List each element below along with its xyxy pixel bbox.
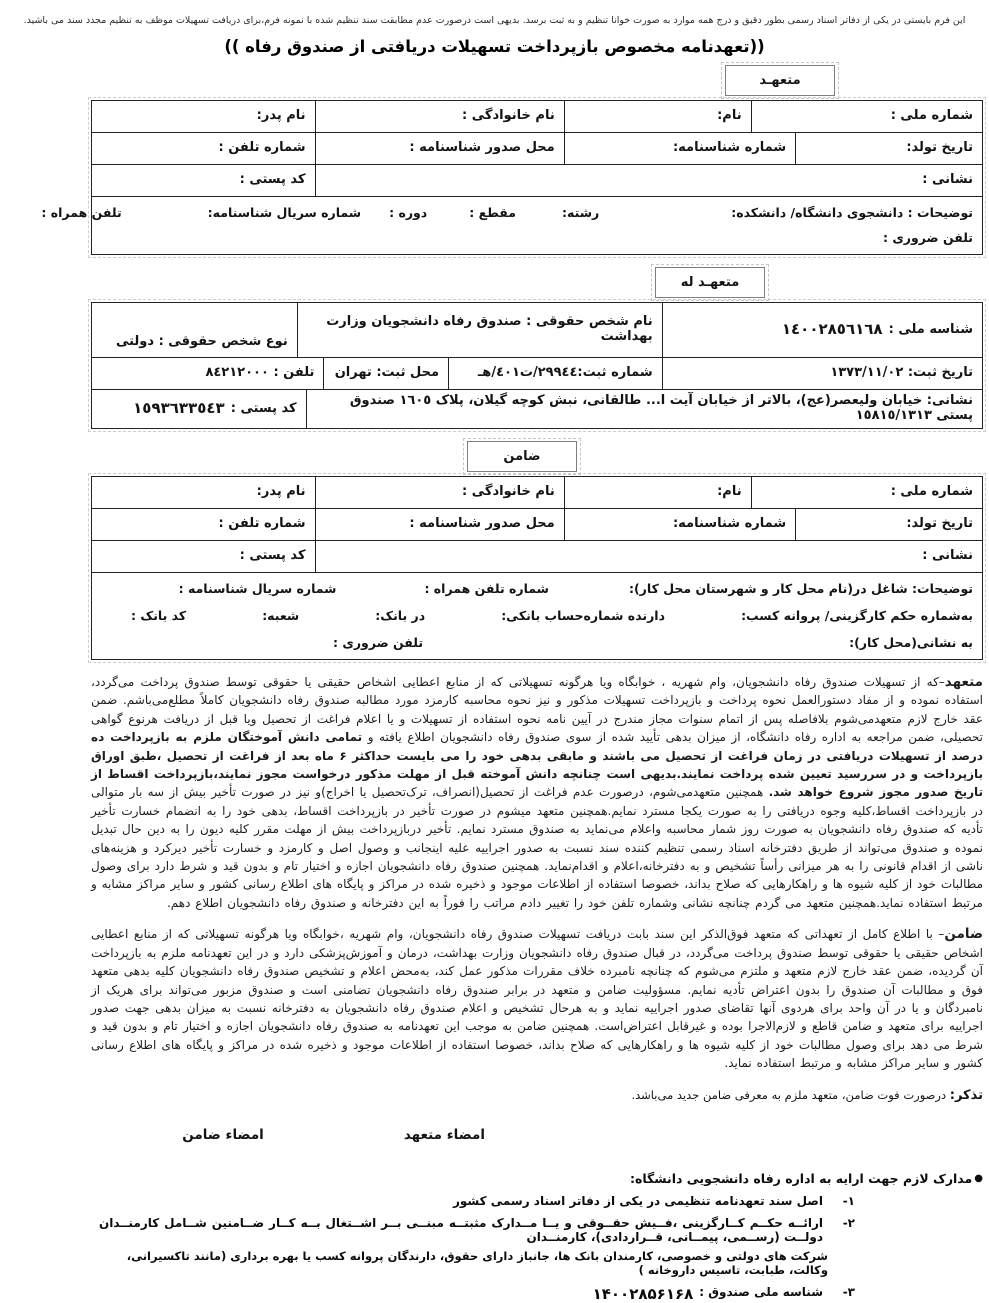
obligor-emergency-phone-field: تلفن ضروری : <box>882 230 973 245</box>
guarantor-branch-field: شعبه: <box>262 608 300 623</box>
section-label-obligor <box>725 65 835 96</box>
obligee-postal-label: کد پستی : <box>230 400 297 416</box>
obligor-first-name-field: نام: <box>564 101 751 132</box>
notice-line <box>91 1088 983 1103</box>
obligor-notes-block <box>41 196 982 254</box>
guarantor-id-number-field: شماره شناسنامه: <box>564 509 795 540</box>
guarantor-clause-label: ضامن <box>944 926 983 943</box>
required-document-item-2 <box>99 1216 855 1244</box>
obligee-row-address <box>92 389 982 428</box>
obligor-table <box>41 100 983 255</box>
guarantor-id-serial-field: شماره سریال شناسنامه : <box>178 581 337 596</box>
obligee-phone-field: تلفن : ٨٤٢١٢٠٠٠ <box>205 365 315 380</box>
obligor-row-identity <box>92 101 982 132</box>
obligor-major-field: رشته: <box>562 205 600 220</box>
section-label-guarantor <box>467 441 577 472</box>
guarantor-id-issue-place-field: محل صدور شناسنامه : <box>315 509 564 540</box>
obligor-clause-label: متعهد <box>944 674 983 690</box>
guarantor-work-address-field: به نشانی(محل کار): <box>849 635 973 650</box>
fund-national-id-value: ۱۴۰۰۲۸۵۶۱۶۸ <box>592 1284 694 1303</box>
guarantor-table <box>91 476 983 660</box>
guarantor-signature-label: امضاء ضامن <box>182 1126 264 1143</box>
guarantor-bank-account-field: دارنده شماره‌حساب بانکی: <box>501 608 665 623</box>
guarantor-birth-date-field: تاریخ تولد: <box>795 509 982 540</box>
obligor-degree-field: مقطع : <box>469 205 517 220</box>
obligor-id-number-field: شماره شناسنامه: <box>564 133 795 164</box>
guarantor-mobile-field: شماره تلفن همراه : <box>424 581 549 596</box>
guarantor-notes-label: توضیحات: شاغل در(نام محل کار و شهرستان محل کار): <box>628 581 973 596</box>
item-1-text: اصل سند تعهدنامه تنظیمی در یکی از دفاتر اسناد رسمی کشور <box>452 1193 823 1208</box>
guarantor-row-birth <box>92 508 982 540</box>
guarantor-postal-code-field: کد پستی : <box>239 548 306 563</box>
section-label-obligee-text: متعهـد له <box>680 275 740 290</box>
obligee-national-id-field <box>662 303 982 357</box>
obligor-row-birth <box>92 132 982 164</box>
required-documents-heading-text: مدارک لازم جهت ارایه به اداره رفاه دانشجویی دانشگاه: <box>629 1170 973 1186</box>
item-2-text: ارائــه حکــم کــارگزینی ،فــیش حقــوقی و یــا مــدارک مثبتــه مبنــی بــر اشــتغال بــه کــار ضــامنین شــامل کارمنــدان دولــت (رســمی، پیمــانی، قــراردادی)، کارمنــدان <box>99 1215 823 1244</box>
item-2-continuation: شرکت های دولتی و خصوصی، کارمندان بانک ها، جانباز دارای حقوق، دارندگان پروانه کسب یا بهره برداری (مانند تاکسیرانی، وکالت، طبابت، تاسیس داروخانه ) <box>126 1248 828 1277</box>
obligor-id-issue-place-field: محل صدور شناسنامه : <box>315 133 564 164</box>
notice-text: درصورت فوت ضامن، متعهد ملزم به معرفی ضامن جدید می‌باشد. <box>631 1087 950 1102</box>
obligee-postal-code-field <box>92 390 306 428</box>
obligor-clause-paragraph <box>91 673 983 912</box>
guarantor-decree-field: به‌شماره حکم کارگزینی/ پروانه کسب: <box>741 608 973 623</box>
item-2-number: ۲- <box>842 1215 855 1230</box>
obligee-table <box>91 302 983 429</box>
guarantor-clause-text: – با اطلاع کامل از تعهداتی که متعهد فوق‌الذکر این سند بابت دریافت تسهیلات صندوق رفاه دانشجویان، وام شهریه ،خوابگاه ویا هرگونه تسهیلاتی که از منابع اعطایی اشخاص حقیقی یا حقوقی توسط صندوق پرداخت می‌گردد، در قبال صندوق رفاه دانشجویان وزارت بهداشت، درمان و آموزش‌پزشکی دارد و در این تعهدنامه ملزم به بازپرداخت آن گردیده، ضمن عقد خارج لازم متعهد و ملتزم می‌شوم که چنانچه نامبرده خلاف مقررات مذکور عمل کند، به‌محض اعلام و تشخیص صندوق رفاه دانشجویان کلیه بدهی متعهد فوق و مطالبات آن صندوق را بدون اعتراض تأدیه نمایم. مسؤولیت ضامن و متعهد در برابر صندوق رفاه دانشجویان تضامنی است و صندوق مزبور می‌تواند برای هریک از نامبردگان و یا در آن واحد برای هردوی آنها تقاضای صدور اجراییه نماید و به هرحال تشخیص و اعلام صندوق رفاه دانشجویان به دفترخانه نسبت به میزان بدهی جهت صدور اجراییه برای متعهد و ضامن قاطع و لازم‌الاجرا بوده و غیرقابل اعتراض‌است. همچنین ضامن به موجب این تعهدنامه به صندوق رفاه دانشجویان اجازه و اختیار تام و بدون قید و شرط می دهد برای وصول مطالبات خود از کلیه شیوه ها و راهکارهایی که صلاح بداند، خصوصا استفاده از اطلاعات موجود و ذخیره شده در مراکز و پایگاه های اطلاع رسانی کشور و سایر مراکز مشابه و مرتبط استفاده نماید. <box>91 927 983 1071</box>
obligee-national-id-label: شناسه ملی : <box>888 321 973 337</box>
item-3-label: شناسه ملی صندوق : <box>699 1284 823 1299</box>
document-title: ((تعهدنامه مخصوص بازپرداخت تسهیلات دریافتی از صندوق رفاه )) <box>224 37 765 56</box>
guarantor-notes-block <box>92 572 982 659</box>
obligor-last-name-field: نام خانوادگی : <box>315 101 564 132</box>
obligee-legal-name-field: نام شخص حقوقی : صندوق رفاه دانشجویان وزارت بهداشت <box>297 303 662 357</box>
guarantor-work-address-line <box>101 635 973 650</box>
obligor-notes-label: توضیحات : دانشجوی دانشگاه/ دانشکده: <box>731 205 973 220</box>
instruction-note: این فرم بایستی در یکی از دفاتر اسناد رسمی بطور دقیق و درج همه موارد به صورت خوانا تنظیم و به ثبت برسد. بدیهی است درصورت عدم مطابقت سند تنظیم شده با نمونه فرم،برای دریافت تسهیلات موظف به تنظیم مجدد سند می باشید. <box>23 15 966 26</box>
obligor-national-id-field: شماره ملی : <box>751 101 982 132</box>
obligee-national-id-value: ١٤٠٠٢٨٥٦١٦٨ <box>781 320 883 338</box>
guarantor-last-name-field: نام خانوادگی : <box>315 477 564 508</box>
obligor-clause-bold-part: تمامی دانش آموختگان ملزم به بازپرداخت ده درصد از تسهیلات دریافتی در زمان فراغت از تحصیل می باشند و مابقی بدهی خود را می بایست حداکثر ۶ ماه بعد از فراغت از تحصیل ،طبق اوراق بازپرداخت و در سررسید تعیین شده پرداخت نمایند.بدیهی است چنانچه دانش آموخته قبل از مهلت مذکور درخواست مجوز نمایند،بازپرداخت اقساط از تاریخ صدور مجوز شروع خواهد شد. <box>91 730 984 800</box>
guarantor-father-name-field: نام پدر: <box>256 484 306 499</box>
guarantor-work-line <box>101 581 973 596</box>
obligor-father-name-field: نام پدر: <box>256 108 306 123</box>
obligee-reg-no-field: شماره ثبت:٢٩٩٤٤/ت٤٠١/هـ <box>448 358 662 389</box>
guarantor-row-identity <box>92 477 982 508</box>
obligor-notes-line <box>41 205 973 220</box>
obligee-reg-place-field: محل ثبت: تهران <box>323 358 448 389</box>
guarantor-clause-paragraph <box>91 925 983 1072</box>
signature-row <box>91 1127 983 1143</box>
guarantor-bank-field: در بانک: <box>375 608 426 623</box>
required-document-item-3 <box>99 1285 855 1303</box>
obligor-clause-part3: همچنین متعهدمی‌شوم، درصورت عدم فراغت از تحصیل(انصراف، ترک‌تحصیل یا اخراج)و نیز در صورت تأخیر بیش از سه بار متوالی در بازپرداخت اقساط،کلیه وجوه دریافتی را به صورت یکجا مسترد نمایم.همچنین متعهد میشوم در صورت تأخیر در بازپرداخت اقساط، بدهی خود را به انضمام خسارت تأخیر تأدیه که صندوق رفاه دانشجویان به صورت روز شمار محاسبه واعلام می‌نماید به صندوق مسترد نمایم. تأخیر دربازپرداخت بیش از مهلت مقرر کلیه دیون را به دین حال تبدیل نموده و صندوق می‌تواند از طریق دفترخانه اسناد رسمی تنظیم کننده سند نسبت به صدور اجراییه علیه اینجانب و وصول اصل و کارمزد و خسارت تأخیر دیرکرد و هزینه‌های ناشی از اقدام قانونی را به هر میزانی رأساً تشخیص و به دفترخانه،اعلام و اقدام‌نماید. همچنین صندوق رفاه دانشجویان اجازه و اختیار تام و بدون قید و شرط دارد برای وصول مطالبات خود از کلیه شیوه ها و راهکارهایی که صلاح بداند، خصوصا استفاده از اطلاعات موجود و ذخیره شده در مراکز و پایگاه های اطلاع رسانی کشور و سایر مراکز مشابه و مرتبط استفاده نماید.همچنین متعهد می گردم چنانچه نشانی وشماره تلفن خود را تغییر دادم مراتب را فوراً به این دفترخانه و صندوق رفاه دانشجویان اطلاع دهم. <box>91 785 983 910</box>
obligor-phone-field: شماره تلفن : <box>218 140 306 155</box>
section-label-obligor-text: متعهـد <box>759 73 801 88</box>
obligor-clause-part1: –که از تسهیلات صندوق رفاه دانشجویان، وام شهریه ، خوابگاه ویا هرگونه تسهیلاتی که از منابع اعطایی اشخاص حقیقی یا حقوقی توسط صندوق پرداخت می‌گردد، استفاده نموده و از مفاد دستورالعمل نحوه پرداخت و بازپرداخت تسهیلات مذکور و نیز نحوه محاسبه کارمزد مورد مطالبه صندوق رفاه دانشجویان کاملاً مطلع‌می‌باشم. ضمن عقد خارج لازم متعهدمی‌شوم بلافاصله پس از اتمام سنوات مجاز مندرج در آیین نامه نحوه استفاده از تسهیلات و یا اعلام فراغت از تحصیل ویا قبل از دریافت هرنوع گواهی تحصیلی، ضمن مراجعه به اداره رفاه دانشگاه، از میزان بدهی تأیید شده از سوی صندوق رفاه دانشجویان اطلاع یافته و <box>91 675 983 745</box>
guarantor-first-name-field: نام: <box>564 477 751 508</box>
guarantor-bank-line <box>101 608 973 623</box>
guarantor-emergency-phone-field: تلفن ضروری : <box>333 635 424 650</box>
item-1-number: ۱- <box>842 1193 855 1208</box>
obligee-row-identity <box>92 303 982 357</box>
section-label-guarantor-text: ضامن <box>503 449 541 464</box>
document-content <box>41 65 984 1303</box>
obligee-legal-type-field: نوع شخص حقوقی : دولتی <box>115 334 288 349</box>
obligor-postal-code-field: کد پستی : <box>239 172 306 187</box>
notice-label: تذکر: <box>949 1087 983 1103</box>
required-documents-section <box>91 1171 983 1303</box>
obligor-mobile-field: تلفن همراه : <box>41 205 122 220</box>
guarantor-phone-field: شماره تلفن : <box>218 516 306 531</box>
obligor-signature-label: امضاء متعهد <box>403 1126 485 1143</box>
obligor-birth-date-field: تاریخ تولد: <box>795 133 982 164</box>
item-3-number: ۳- <box>842 1284 855 1299</box>
guarantor-address-field: نشانی : <box>315 541 983 572</box>
guarantor-bank-code-field: کد بانک : <box>131 608 187 623</box>
obligor-row-address <box>92 164 982 196</box>
obligee-row-registration <box>92 357 982 389</box>
obligor-id-serial-field: شماره سریال شناسنامه: <box>207 205 362 220</box>
obligee-address-field: نشانی: خیابان ولیعصر(عج)، بالاتر از خیابان آیت ا... طالقانی، نبش کوچه گیلان، پلاک ١٦٠٥ صندوق پستی ١٥٨١٥/١٣١٣ <box>306 390 982 428</box>
obligor-course-field: دوره : <box>389 205 428 220</box>
bullet-icon: ● <box>974 1172 983 1184</box>
required-documents-heading <box>91 1171 983 1186</box>
required-document-item-1 <box>99 1194 855 1208</box>
obligee-postal-value: ١٥٩٣٦٣٣٥٤٣ <box>133 399 225 417</box>
guarantor-national-id-field: شماره ملی : <box>751 477 982 508</box>
guarantor-row-address <box>92 540 982 572</box>
obligee-reg-date-field: تاریخ ثبت: ١٣٧٣/١١/٠٢ <box>662 358 982 389</box>
obligor-address-field: نشانی : <box>315 165 983 196</box>
section-label-obligee <box>655 267 765 298</box>
